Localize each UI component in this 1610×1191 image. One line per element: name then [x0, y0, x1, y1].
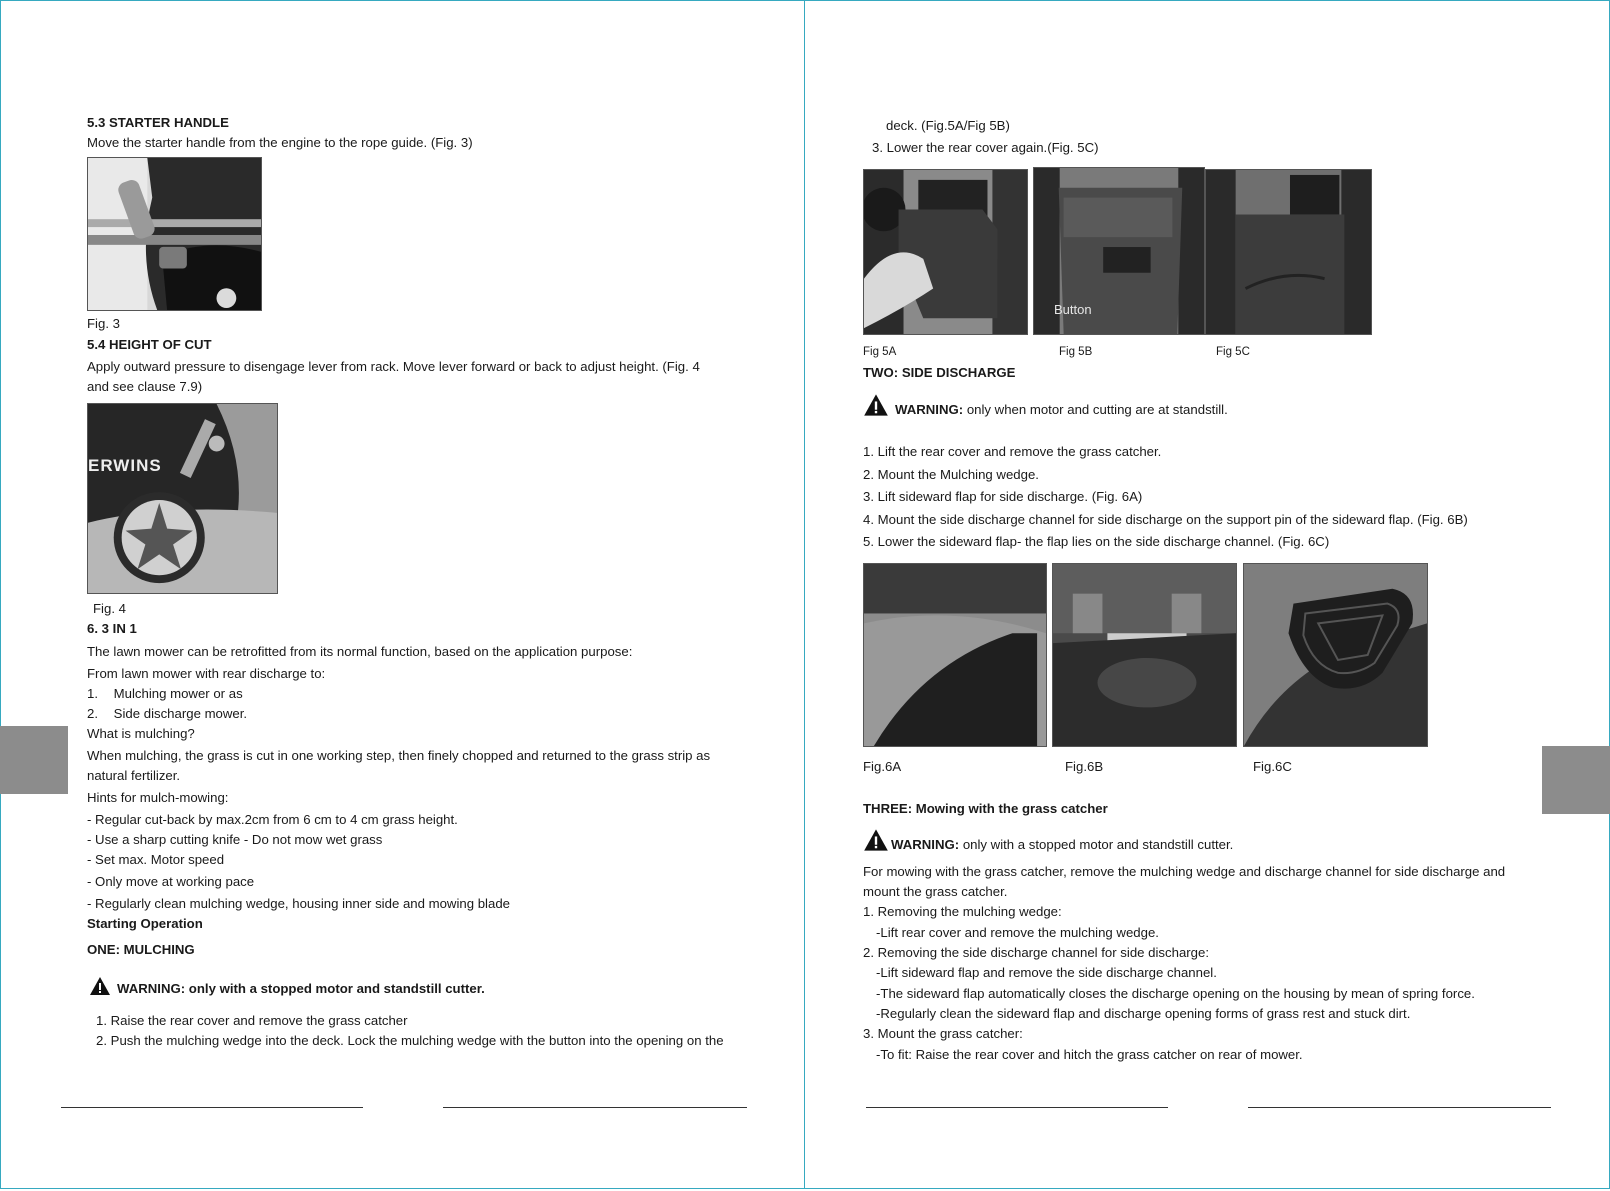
left-thumb-tab [0, 726, 68, 794]
section-5-3-text: Move the starter handle from the engine to the rope guide. (Fig. 3) [87, 135, 473, 150]
section-6-heading: 6. 3 IN 1 [87, 621, 137, 636]
side-discharge-step: 1. Lift the rear cover and remove the grass catcher. [863, 444, 1162, 459]
section-5-4-text-line1: Apply outward pressure to disengage lever from rack. Move lever forward or back to adjust height. (Fig. 4 [87, 359, 700, 374]
fig4-caption: Fig. 4 [93, 601, 126, 616]
footer-line [443, 1107, 747, 1108]
side-discharge-step: 2. Mount the Mulching wedge. [863, 467, 1039, 482]
section-6-intro: The lawn mower can be retrofitted from its normal function, based on the application purpose: [87, 644, 633, 659]
hint-item: - Set max. Motor speed [87, 852, 225, 867]
footer-line [1248, 1107, 1551, 1108]
fig5a-photo [863, 169, 1028, 335]
list-item-text: Side discharge mower. [113, 706, 248, 721]
side-discharge-step: 4. Mount the side discharge channel for side discharge on the support pin of the sideward flap. (Fig. 6B) [863, 512, 1468, 527]
hint-item: - Use a sharp cutting knife - Do not mow wet grass [87, 832, 383, 847]
step-3-lower-cover: 3. Lower the rear cover again.(Fig. 5C) [872, 140, 1099, 155]
hint-item: - Only move at working pace [87, 874, 255, 889]
fig3-photo [87, 157, 262, 311]
hint-item: - Regularly clean mulching wedge, housing inner side and mowing blade [87, 896, 510, 911]
fig6a-caption: Fig.6A [863, 759, 902, 774]
catcher-text: -Lift sideward flap and remove the side discharge channel. [876, 965, 1217, 980]
catcher-text: -To fit: Raise the rear cover and hitch the grass catcher on rear of mower. [876, 1047, 1303, 1062]
right-page [804, 0, 1610, 1189]
fig6c-caption: Fig.6C [1253, 759, 1292, 774]
what-is-mulching: What is mulching? [87, 726, 195, 741]
catcher-text: -Regularly clean the sideward flap and discharge opening forms of grass rest and stuck dirt. [876, 1006, 1411, 1021]
fig6b-photo [1052, 563, 1237, 747]
fig5b-photo [1033, 167, 1205, 335]
right-thumb-tab [1542, 746, 1610, 814]
fig3-caption: Fig. 3 [87, 316, 120, 331]
warning-icon [863, 393, 889, 417]
warning-grass-catcher [863, 828, 1233, 853]
list-item-number: 2. [87, 706, 98, 721]
section-5-4-text-line2: and see clause 7.9) [87, 379, 203, 394]
hints-heading: Hints for mulch-mowing: [87, 790, 229, 805]
fig5b-button-label: Button [1054, 302, 1092, 317]
warning-text: only when motor and cutting are at standstill. [966, 402, 1228, 417]
catcher-text: -The sideward flap automatically closes the discharge opening on the housing by mean of spring force. [876, 986, 1475, 1001]
catcher-text: 3. Mount the grass catcher: [863, 1026, 1023, 1041]
starting-operation-heading: Starting Operation [87, 916, 203, 931]
warning-label: WARNING: [891, 837, 960, 852]
side-discharge-step: 3. Lift sideward flap for side discharge. (Fig. 6A) [863, 489, 1143, 504]
warning-text: WARNING: only with a stopped motor and standstill cutter. [117, 981, 485, 996]
mulching-step: 2. Push the mulching wedge into the deck. Lock the mulching wedge with the button into the opening on the [96, 1033, 724, 1048]
mulching-text-line2: natural fertilizer. [87, 768, 181, 783]
catcher-text: For mowing with the grass catcher, remove the mulching wedge and discharge channel for side discharge and [863, 864, 1506, 879]
warning-text: only with a stopped motor and standstill cutter. [962, 837, 1234, 852]
fig6c-photo [1243, 563, 1428, 747]
warning-mulching [89, 976, 485, 997]
list-item-text: Mulching mower or as [113, 686, 243, 701]
catcher-text: 2. Removing the side discharge channel for side discharge: [863, 945, 1210, 960]
section-5-3-heading: 5.3 STARTER HANDLE [87, 115, 229, 130]
side-discharge-step: 5. Lower the sideward flap- the flap lies on the side discharge channel. (Fig. 6C) [863, 534, 1330, 549]
list-item [87, 686, 243, 702]
catcher-text: mount the grass catcher. [863, 884, 1008, 899]
section-6-from: From lawn mower with rear discharge to: [87, 666, 326, 681]
fig5b-caption: Fig 5B [1059, 346, 1093, 358]
three-grass-catcher-heading: THREE: Mowing with the grass catcher [863, 801, 1108, 816]
left-page [0, 0, 805, 1189]
mulching-text-line1: When mulching, the grass is cut in one working step, then finely chopped and returned to the grass strip as [87, 748, 711, 763]
list-item-number: 1. [87, 686, 98, 701]
fig5a-caption: Fig 5A [863, 346, 897, 358]
two-side-discharge-heading: TWO: SIDE DISCHARGE [863, 365, 1016, 380]
one-mulching-heading: ONE: MULCHING [87, 942, 195, 957]
fig5c-caption: Fig 5C [1216, 346, 1250, 358]
fig6b-caption: Fig.6B [1065, 759, 1104, 774]
catcher-text: 1. Removing the mulching wedge: [863, 904, 1062, 919]
list-item [87, 706, 247, 722]
mulching-step: 1. Raise the rear cover and remove the grass catcher [96, 1013, 408, 1028]
continued-line: deck. (Fig.5A/Fig 5B) [886, 118, 1010, 133]
section-5-4-heading: 5.4 HEIGHT OF CUT [87, 337, 212, 352]
warning-icon [863, 828, 889, 852]
catcher-text: -Lift rear cover and remove the mulching wedge. [876, 925, 1159, 940]
warning-label: WARNING: [895, 402, 964, 417]
fig6a-photo [863, 563, 1047, 747]
warning-icon [89, 976, 111, 996]
hint-item: - Regular cut-back by max.2cm from 6 cm to 4 cm grass height. [87, 812, 458, 827]
warning-side-discharge [863, 393, 1228, 418]
fig4-brand-text: ERWINS [88, 456, 162, 475]
footer-line [61, 1107, 363, 1108]
footer-line [866, 1107, 1168, 1108]
fig4-photo [87, 403, 278, 594]
fig5c-photo [1205, 169, 1372, 335]
